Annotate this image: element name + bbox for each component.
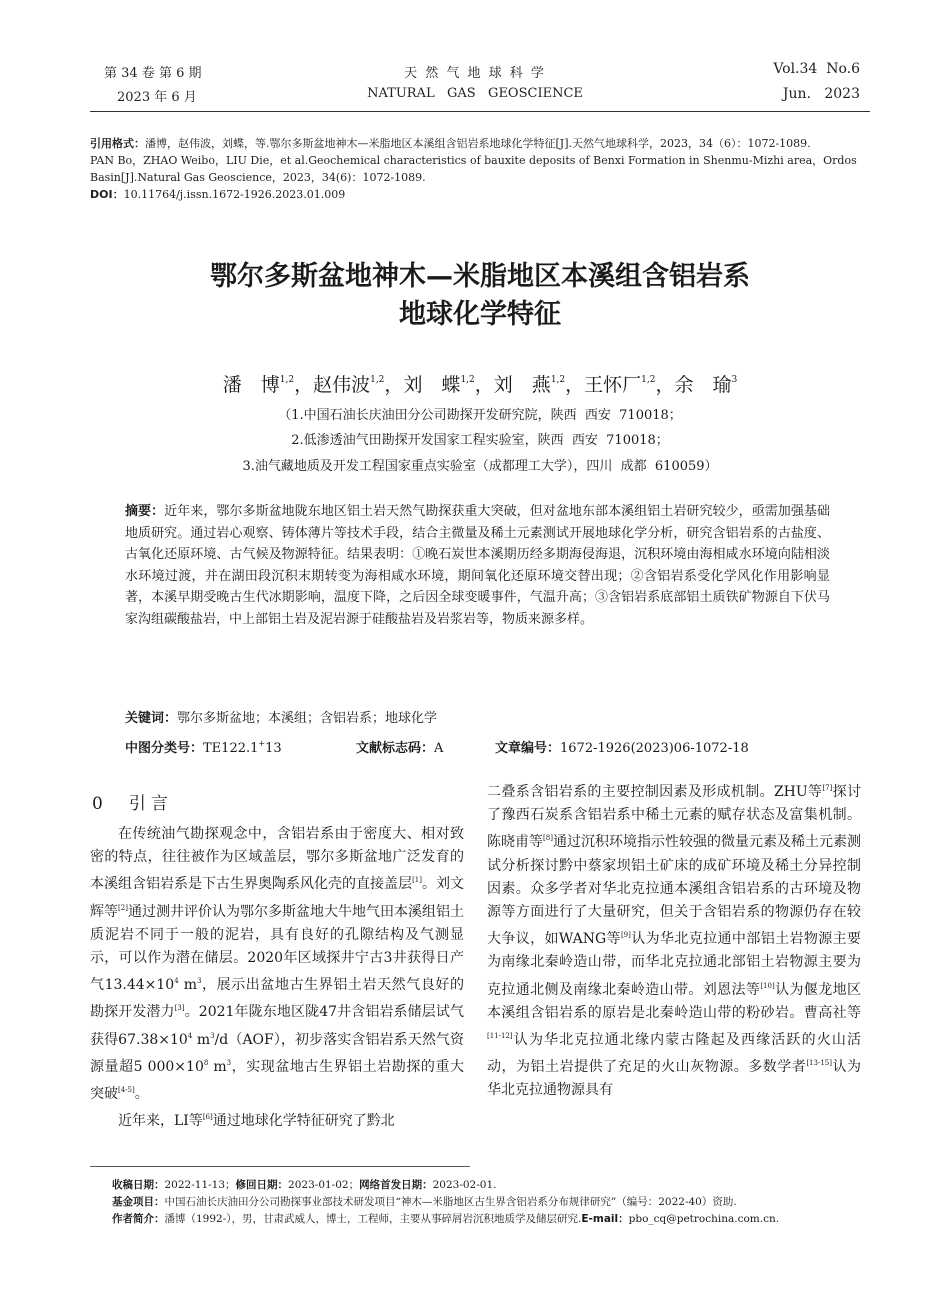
- citation-ref: [6]: [202, 1113, 213, 1122]
- abstract-text: 近年来，鄂尔多斯盆地陇东地区铝土岩天然气勘探获重大突破，但对盆地东部本溪组铝土岩研究较少，亟需加强基础地质研究。通过岩心观察、铸体薄片等技术手段，结合主微量及稀土元素测试开展地球化学分析，研究含铝岩系的古盐度、古氧化还原环境、古气候及物源特征。结果表明：①晚石炭世本溪期历经多期海侵海退，沉积环境由海相咸水环境向陆相淡水环境过渡，并在湖田段沉积末期转变为海相咸水环境，期间氧化还原环境交替出现；②含铝岩系受化学风化作用影响显著，本溪早期受晚古生代冰期影响，温度下降，之后因全球变暖事件，气温升高；③含铝岩系底部铝土质铁矿物源自下伏马家沟组碳酸盐岩，中上部铝土岩及泥岩源于硅酸盐岩及岩浆岩等，物质来源多样。: [125, 504, 830, 627]
- body-text: 通过测井评价认为鄂尔多斯盆地大牛地气田本溪组铝土质泥岩不同于一般的泥岩，具有良好的孔隙结构及气测显示，可以作为潜在储层。2020年区域探井宁古3井获得日产气13.44×10: [90, 903, 465, 994]
- section-number: 0: [92, 794, 103, 814]
- paper-title: [90, 258, 870, 334]
- citation-ref: 3: [210, 1031, 215, 1040]
- citation-ref: [2]: [118, 903, 128, 912]
- paragraph: [90, 823, 464, 1106]
- body-text: 认为偃龙地区本溪组含铝岩系的原岩是北秦岭造山带的粉砂岩。曹高社等: [487, 981, 862, 1021]
- author: 潘 博$^{1,2}$，: [222, 374, 314, 396]
- doi-label: DOI：: [90, 188, 124, 201]
- clc-number: [125, 737, 282, 756]
- citation-ref: [11-12]: [487, 1032, 513, 1041]
- email-label: E-mail：: [581, 1213, 629, 1225]
- citation-ref: [9]: [620, 931, 631, 940]
- author: 刘 燕$^{1,2}$，: [493, 374, 585, 396]
- body-text: m: [178, 977, 197, 994]
- body-text: 通过沉积环境指示性较强的微量元素及稀土元素测试分析探讨黔中蔡家坝铝土矿床的成矿环境及稀土分异控制因素。众多学者对华北克拉通本溪组含铝岩系的古环境及物源等方面进行了大量研究，但关于含铝岩系的物源仍存在较大争议，如WANG等: [487, 834, 862, 948]
- citation-ref: 3: [197, 977, 202, 986]
- left-column: [90, 823, 464, 1133]
- author: 赵伟波$^{1,2}$，: [313, 374, 404, 396]
- footnote-dates: 收稿日期：2022-11-13；修回日期：2023-01-02；网络首发日期：2023-02-01.: [112, 1179, 497, 1191]
- citation-ref: [7]: [822, 784, 833, 792]
- body-text: 近年来，LI等: [118, 1113, 203, 1130]
- citation-en: PAN Bo，ZHAO Weibo，LIU Die，et al.Geochemical characteristics of bauxite deposits of Benxi Formation in Shenmu-Mizhi area，Ordos Basin[J].Natural Gas Geoscience，2023，34(6)：1072-1089.: [90, 154, 857, 184]
- header-date-en: Jun. 2023: [782, 86, 860, 102]
- citation-cn: [90, 135, 868, 152]
- document-code: [356, 737, 443, 756]
- body-text: 二叠系含铝岩系的主要控制因素及形成机制。ZHU等: [487, 784, 823, 800]
- abstract: [125, 501, 830, 631]
- citation-ref: 4: [187, 1031, 193, 1040]
- footnotes: [112, 1177, 852, 1228]
- article-no-value: 1672-1926(2023)06-1072-18: [560, 741, 749, 756]
- keywords-value: 鄂尔多斯盆地；本溪组；含铝岩系；地球化学: [177, 711, 438, 726]
- body-text: ，展示出盆地古生界铝土岩天然气良好的勘探开发潜力: [90, 977, 465, 1021]
- section-heading: [92, 789, 173, 814]
- clc-label: 中图分类号：: [125, 741, 204, 756]
- citation-ref: [8]: [543, 834, 553, 843]
- body-text: 认为华北克拉通物源具有: [487, 1059, 862, 1099]
- citation-ref: [10]: [760, 981, 775, 990]
- body-text: 。刘文辉等: [90, 876, 465, 920]
- affiliation-1: （1.中国石油长庆油田分公司勘探开发研究院，陕西 西安 710018；: [278, 408, 682, 423]
- affiliation-3: 3.油气藏地质及开发工程国家重点实验室（成都理工大学），四川 成都 610059）: [242, 459, 718, 474]
- citation-block: [90, 135, 868, 203]
- author: 余 瑜$^3$: [674, 374, 738, 396]
- footnote-fund: 基金项目：中国石油长庆油田分公司勘探事业部技术研发项目“神木—米脂地区古生界含铝岩系分布规律研究”（编号：2022-40）资助.: [112, 1196, 737, 1208]
- citation-ref: [3]: [174, 1004, 185, 1013]
- citation-label: 引用格式：: [90, 137, 145, 150]
- citation-ref: 8: [203, 1058, 209, 1067]
- citation-text-cn: 潘博，赵伟波，刘蝶，等.鄂尔多斯盆地神木—米脂地区本溪组含铝岩系地球化学特征[J].天然气地球科学，2023，34（6）：1072-1089.: [145, 137, 811, 150]
- author: 刘 蝶$^{1,2}$，: [403, 374, 494, 396]
- footnote-rule: [90, 1166, 470, 1167]
- clc-value: TE122.1+13: [203, 739, 282, 756]
- body-text: m: [208, 1058, 227, 1075]
- citation-ref: [1]: [412, 876, 422, 885]
- author-list: [90, 370, 870, 397]
- header-volume-en: Vol.34 No.6: [773, 61, 860, 77]
- header-journal-cn: 天 然 气 地 球 科 学: [404, 66, 546, 81]
- doi-value: 10.11764/j.issn.1672-1926.2023.01.009: [123, 188, 346, 201]
- body-text: 。2021年陇东地区陇47井含铝岩系储层试气获得67.38×10: [90, 1004, 464, 1048]
- title-line-1: 鄂尔多斯盆地神木—米脂地区本溪组含铝岩系: [210, 261, 750, 292]
- body-text: 在传统油气勘探观念中，含铝岩系由于密度大、相对致密的特点，往往被作为区域盖层，鄂尔多斯盆地广泛发育的本溪组含铝岩系是下古生界奥陶系风化壳的直接盖层: [90, 826, 464, 893]
- section-title: 引言: [128, 794, 173, 814]
- header-journal-en: NATURAL GAS GEOSCIENCE: [367, 86, 583, 101]
- body-text: 认为华北克拉通北缘内蒙古隆起及西缘活跃的火山活动，为铝土岩提供了充足的火山灰物源。多数学者: [487, 1032, 861, 1076]
- email-link[interactable]: pbo_cq@petrochina.com.cn.: [628, 1213, 780, 1225]
- citation-doi: [90, 186, 868, 203]
- body-text: /d（AOF），初步落实含铝岩系天然气资源量超5 000×10: [90, 1031, 465, 1075]
- header-rule: [90, 111, 870, 112]
- header-volume-cn: 第 34 卷 第 6 期: [104, 66, 202, 81]
- article-no-label: 文章编号：: [495, 741, 561, 756]
- body-text: 。: [134, 1086, 149, 1103]
- citation-ref: [4-5]: [118, 1086, 135, 1095]
- footnote-author: 作者简介：潘博（1992-），男，甘肃武威人，博士，工程师，主要从事碎屑岩沉积地质学及储层研究.E-mail：pbo_cq@petrochina.com.cn.: [112, 1213, 780, 1225]
- right-column: [487, 777, 861, 1103]
- body-text: m: [192, 1031, 211, 1048]
- paragraph: [487, 777, 861, 1103]
- paragraph: [90, 1106, 464, 1133]
- author: 王怀厂$^{1,2}$，: [584, 374, 675, 396]
- header-date-cn: 2023 年 6 月: [117, 90, 197, 105]
- keywords: [125, 708, 830, 730]
- body-text: 探讨了豫西石炭系含铝岩系中稀土元素的赋存状态及富集机制。陈晓甫等: [487, 784, 862, 851]
- body-text: 通过地球化学特征研究了黔北: [212, 1113, 395, 1130]
- body-text: ，实现盆地古生界铝土岩勘探的重大突破: [90, 1058, 465, 1103]
- body-text: 认为华北克拉通中部铝土岩物源主要为南缘北秦岭造山带，而华北克拉通北部铝土岩物源主要为克拉通北侧及南缘北秦岭造山带。刘恩法等: [487, 931, 861, 998]
- doc-code-value: A: [434, 741, 444, 756]
- citation-ref: 3: [226, 1058, 232, 1067]
- keywords-label: 关键词：: [125, 711, 178, 726]
- citation-ref: [13-15]: [806, 1059, 832, 1068]
- title-line-2: 地球化学特征: [399, 299, 561, 330]
- doc-code-label: 文献标志码：: [356, 741, 435, 756]
- abstract-label: 摘要：: [125, 504, 165, 519]
- article-number: [495, 737, 749, 756]
- citation-ref: 4: [174, 977, 179, 986]
- affiliation-2: 2.低渗透油气田勘探开发国家工程实验室，陕西 西安 710018；: [291, 433, 669, 448]
